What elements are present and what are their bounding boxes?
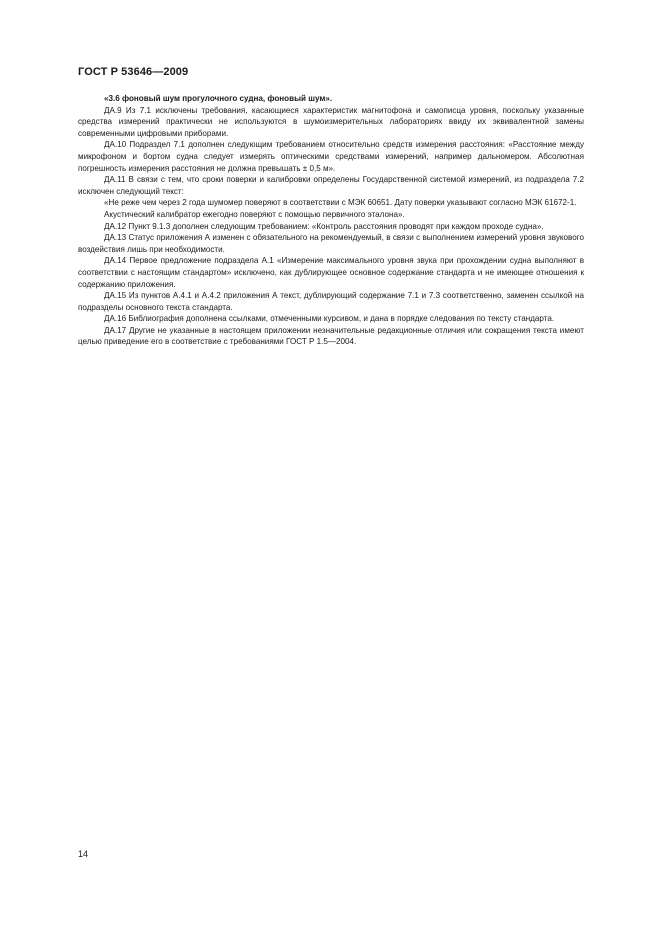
paragraph-da-13: ДА.13 Статус приложения А изменен с обязательного на рекомендуемый, в связи с выполнением измерений уровня звукового воздействия лишь при необходимости.: [78, 233, 584, 254]
paragraph-da-10: ДА.10 Подраздел 7.1 дополнен следующим требованием относительно средств измерения расстояния: «Расстояние между микрофоном и бортом судна следует измерять оптическими средствами измерений, например дальномером. Абсолютная погрешность измерения расстояния не должна превышать ± 0,5 м».: [78, 140, 584, 173]
document-body: [78, 93, 584, 348]
paragraph-da-9: ДА.9 Из 7.1 исключены требования, касающиеся характеристик магнитофона и самописца уровня, поскольку указанные средства измерений практически не используются в шумоизмерительных лабораториях ввиду их эквивалентной замены современными цифровыми приборами.: [78, 105, 584, 138]
page-number: 14: [78, 849, 89, 859]
paragraph-da-11: ДА.11 В связи с тем, что сроки поверки и калибровки определены Государственной системой измерений, из подраздела 7.2 исключен следующий текст:: [78, 175, 584, 196]
paragraph-term-3-6: «3.6 фоновый шум прогулочного судна, фоновый шум».: [104, 94, 333, 103]
paragraph-da-12: ДА.12 Пункт 9.1.3 дополнен следующим требованием: «Контроль расстояния проводят при каждом проходе судна».: [104, 221, 544, 231]
paragraph-da-11-quote-2: Акустический калибратор ежегодно поверяют с помощью первичного эталона».: [104, 209, 405, 219]
paragraph-da-11-quote-1: «Не реже чем через 2 года шумомер поверяют в соответствии с МЭК 60651. Дату поверки указывают согласно МЭК 61672-1.: [104, 198, 577, 208]
paragraph-da-14: ДА.14 Первое предложение подраздела А.1 «Измерение максимального уровня звука при прохождении судна выполняют в соответствии с настоящим стандартом» исключено, как дублирующее основное содержание стандарта и не имеющее отношения к содержанию приложения.: [78, 256, 584, 289]
document-header: ГОСТ Р 53646—2009: [78, 66, 189, 78]
paragraph-da-17: ДА.17 Другие не указанные в настоящем приложении незначительные редакционные отличия или сокращения текста имеют целью приведение его в соответствие с требованиями ГОСТ Р 1.5—2004.: [78, 325, 584, 347]
paragraph-da-16: ДА.16 Библиография дополнена ссылками, отмеченными курсивом, и дана в порядке следования по тексту стандарта.: [104, 314, 555, 324]
paragraph-da-15: ДА.15 Из пунктов А.4.1 и А.4.2 приложения А текст, дублирующий содержание 7.1 и 7.3 соответственно, заменен ссылкой на подразделы основного текста стандарта.: [78, 291, 584, 312]
